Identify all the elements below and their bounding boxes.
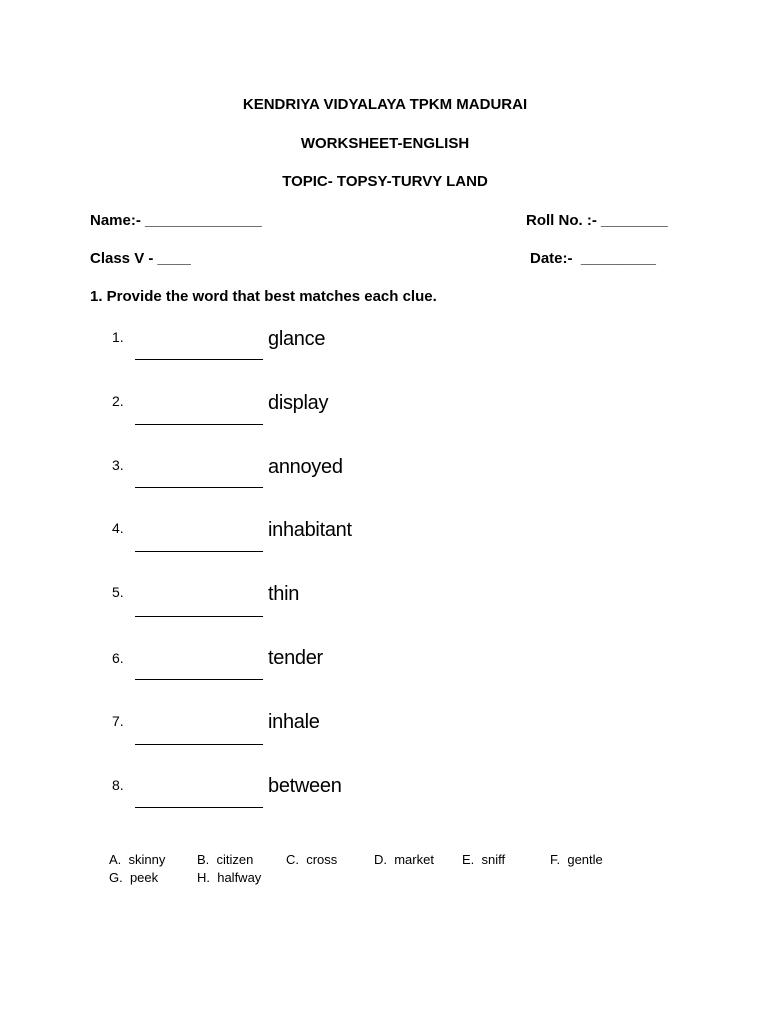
- clue-word: display: [268, 392, 329, 414]
- clue-number: 8.: [112, 777, 124, 793]
- question-instruction: 1. Provide the word that best matches each clue.: [90, 288, 437, 305]
- word-option: A. skinny: [109, 852, 166, 867]
- answer-blank: [135, 679, 263, 680]
- word-option: C. cross: [286, 852, 338, 867]
- word-option: E. sniff: [462, 852, 506, 867]
- clue-number: 5.: [112, 584, 124, 600]
- clue-word: thin: [268, 583, 300, 605]
- answer-blank: [135, 424, 263, 425]
- roll-no-field: Roll No. :- ________: [526, 212, 668, 229]
- answer-blank: [135, 487, 263, 488]
- name-field: Name:- ______________: [90, 212, 262, 229]
- class-field: Class V - ____: [90, 250, 191, 267]
- worksheet-title: WORKSHEET-ENGLISH: [300, 135, 470, 152]
- clue-word: glance: [268, 328, 326, 350]
- word-option: H. halfway: [197, 870, 262, 885]
- clue-number: 6.: [112, 650, 124, 666]
- clue-number: 7.: [112, 713, 124, 729]
- answer-blank: [135, 744, 263, 745]
- clue-number: 3.: [112, 457, 124, 473]
- topic-title: TOPIC- TOPSY-TURVY LAND: [282, 173, 488, 190]
- clue-word: between: [268, 775, 342, 797]
- clue-number: 2.: [112, 393, 124, 409]
- clue-word: inhale: [268, 711, 320, 733]
- answer-blank: [135, 551, 263, 552]
- clue-word: annoyed: [268, 456, 343, 478]
- clue-word: tender: [268, 647, 323, 669]
- word-option: G. peek: [109, 870, 159, 885]
- answer-blank: [135, 359, 263, 360]
- clue-number: 1.: [112, 329, 124, 345]
- clue-word: inhabitant: [268, 519, 352, 541]
- answer-blank: [135, 807, 263, 808]
- school-title: KENDRIYA VIDYALAYA TPKM MADURAI: [242, 96, 528, 113]
- word-option: F. gentle: [550, 852, 603, 867]
- answer-blank: [135, 616, 263, 617]
- clue-number: 4.: [112, 520, 124, 536]
- date-field: Date:- _________: [530, 250, 656, 267]
- word-option: B. citizen: [197, 852, 254, 867]
- word-option: D. market: [374, 852, 434, 867]
